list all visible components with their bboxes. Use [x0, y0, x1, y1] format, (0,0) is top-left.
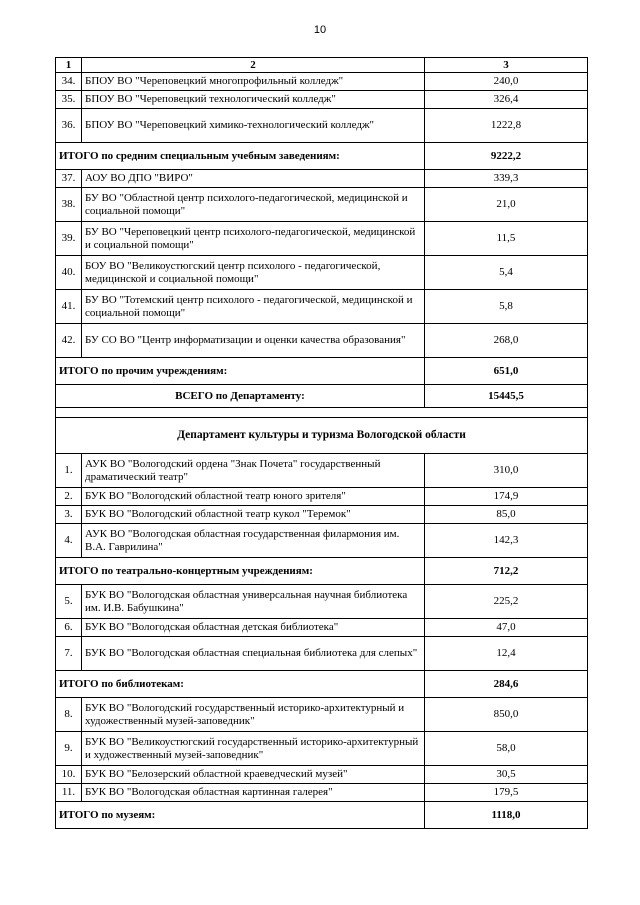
subtotal-amount: 651,0	[425, 358, 588, 385]
row-number: 6.	[56, 619, 82, 637]
spacer-row	[56, 408, 588, 418]
institution-name: БУК ВО "Вологодская областная универсальная научная библиотека им. И.В. Бабушкина"	[82, 585, 425, 619]
page-number: 10	[313, 24, 327, 36]
subtotal-label: ИТОГО по прочим учреждениям:	[56, 358, 425, 385]
table-row	[56, 766, 588, 784]
budget-table-body	[56, 58, 588, 829]
institution-name: БУК ВО "Вологодская областная детская библиотека"	[82, 619, 425, 637]
row-number: 42.	[56, 324, 82, 358]
table-row	[56, 256, 588, 290]
institution-name: БОУ ВО "Великоустюгский центр психолого - педагогической, медицинской и социальной помощи"	[82, 256, 425, 290]
row-number: 2.	[56, 488, 82, 506]
header-col-1: 1	[56, 58, 82, 73]
amount: 268,0	[425, 324, 588, 358]
row-number: 7.	[56, 637, 82, 671]
table-row	[56, 506, 588, 524]
header-col-3: 3	[425, 58, 588, 73]
row-number: 4.	[56, 524, 82, 558]
amount: 5,8	[425, 290, 588, 324]
amount: 1222,8	[425, 109, 588, 143]
header-row	[56, 58, 588, 73]
table-row	[56, 91, 588, 109]
institution-name: БУК ВО "Белозерский областной краеведческий музей"	[82, 766, 425, 784]
subtotal-row	[56, 671, 588, 698]
amount: 30,5	[425, 766, 588, 784]
table-row	[56, 73, 588, 91]
amount: 12,4	[425, 637, 588, 671]
row-number: 1.	[56, 454, 82, 488]
amount: 240,0	[425, 73, 588, 91]
amount: 85,0	[425, 506, 588, 524]
table-row	[56, 488, 588, 506]
institution-name: БПОУ ВО "Череповецкий многопрофильный колледж"	[82, 73, 425, 91]
row-number: 9.	[56, 732, 82, 766]
grand-total-label: ВСЕГО по Департаменту:	[56, 385, 425, 408]
amount: 310,0	[425, 454, 588, 488]
row-number: 41.	[56, 290, 82, 324]
budget-table	[55, 57, 588, 829]
row-number: 11.	[56, 784, 82, 802]
subtotal-row	[56, 802, 588, 829]
amount: 174,9	[425, 488, 588, 506]
row-number: 35.	[56, 91, 82, 109]
institution-name: БУК ВО "Великоустюгский государственный историко-архитектурный и художественный музей-заповедник"	[82, 732, 425, 766]
amount: 58,0	[425, 732, 588, 766]
subtotal-amount: 284,6	[425, 671, 588, 698]
subtotal-label: ИТОГО по театрально-концертным учреждениям:	[56, 558, 425, 585]
row-number: 38.	[56, 188, 82, 222]
institution-name: БУК ВО "Вологодский областной театр кукол "Теремок"	[82, 506, 425, 524]
row-number: 39.	[56, 222, 82, 256]
amount: 5,4	[425, 256, 588, 290]
table-row	[56, 109, 588, 143]
amount: 326,4	[425, 91, 588, 109]
table-row	[56, 637, 588, 671]
amount: 142,3	[425, 524, 588, 558]
amount: 225,2	[425, 585, 588, 619]
subtotal-row	[56, 143, 588, 170]
row-number: 37.	[56, 170, 82, 188]
amount: 21,0	[425, 188, 588, 222]
amount: 339,3	[425, 170, 588, 188]
subtotal-label: ИТОГО по средним специальным учебным заведениям:	[56, 143, 425, 170]
institution-name: БУК ВО "Вологодская областная картинная галерея"	[82, 784, 425, 802]
header-col-2: 2	[82, 58, 425, 73]
amount: 47,0	[425, 619, 588, 637]
institution-name: АУК ВО "Вологодский ордена "Знак Почета" государственный драматический театр"	[82, 454, 425, 488]
subtotal-amount: 712,2	[425, 558, 588, 585]
table-row	[56, 732, 588, 766]
institution-name: БУ ВО "Тотемский центр психолого - педагогической, медицинской и социальной помощи"	[82, 290, 425, 324]
institution-name: АУК ВО "Вологодская областная государственная филармония им. В.А. Гаврилина"	[82, 524, 425, 558]
subtotal-row	[56, 558, 588, 585]
table-row	[56, 290, 588, 324]
table-row	[56, 454, 588, 488]
row-number: 10.	[56, 766, 82, 784]
row-number: 5.	[56, 585, 82, 619]
amount: 850,0	[425, 698, 588, 732]
subtotal-label: ИТОГО по библиотекам:	[56, 671, 425, 698]
institution-name: БУ ВО "Областной центр психолого-педагогической, медицинской и социальной помощи"	[82, 188, 425, 222]
table-row	[56, 222, 588, 256]
institution-name: БУК ВО "Вологодский государственный историко-архитектурный и художественный музей-заповедник"	[82, 698, 425, 732]
row-number: 8.	[56, 698, 82, 732]
subtotal-amount: 1118,0	[425, 802, 588, 829]
grand-total-row	[56, 385, 588, 408]
institution-name: БПОУ ВО "Череповецкий химико-технологический колледж"	[82, 109, 425, 143]
table-row	[56, 619, 588, 637]
table-row	[56, 784, 588, 802]
row-number: 40.	[56, 256, 82, 290]
subtotal-row	[56, 358, 588, 385]
institution-name: АОУ ВО ДПО "ВИРО"	[82, 170, 425, 188]
table-row	[56, 188, 588, 222]
institution-name: БУ СО ВО "Центр информатизации и оценки качества образования"	[82, 324, 425, 358]
department-heading-row	[56, 418, 588, 454]
spacer-cell	[56, 408, 588, 418]
subtotal-amount: 9222,2	[425, 143, 588, 170]
institution-name: БПОУ ВО "Череповецкий технологический колледж"	[82, 91, 425, 109]
amount: 179,5	[425, 784, 588, 802]
subtotal-label: ИТОГО по музеям:	[56, 802, 425, 829]
table-row	[56, 698, 588, 732]
department-heading: Департамент культуры и туризма Вологодской области	[56, 418, 588, 454]
grand-total-amount: 15445,5	[425, 385, 588, 408]
table-row	[56, 170, 588, 188]
row-number: 36.	[56, 109, 82, 143]
table-row	[56, 585, 588, 619]
table-row	[56, 324, 588, 358]
amount: 11,5	[425, 222, 588, 256]
institution-name: БУК ВО "Вологодская областная специальная библиотека для слепых"	[82, 637, 425, 671]
institution-name: БУК ВО "Вологодский областной театр юного зрителя"	[82, 488, 425, 506]
row-number: 34.	[56, 73, 82, 91]
row-number: 3.	[56, 506, 82, 524]
table-row	[56, 524, 588, 558]
institution-name: БУ ВО "Череповецкий центр психолого-педагогической, медицинской и социальной помощи"	[82, 222, 425, 256]
